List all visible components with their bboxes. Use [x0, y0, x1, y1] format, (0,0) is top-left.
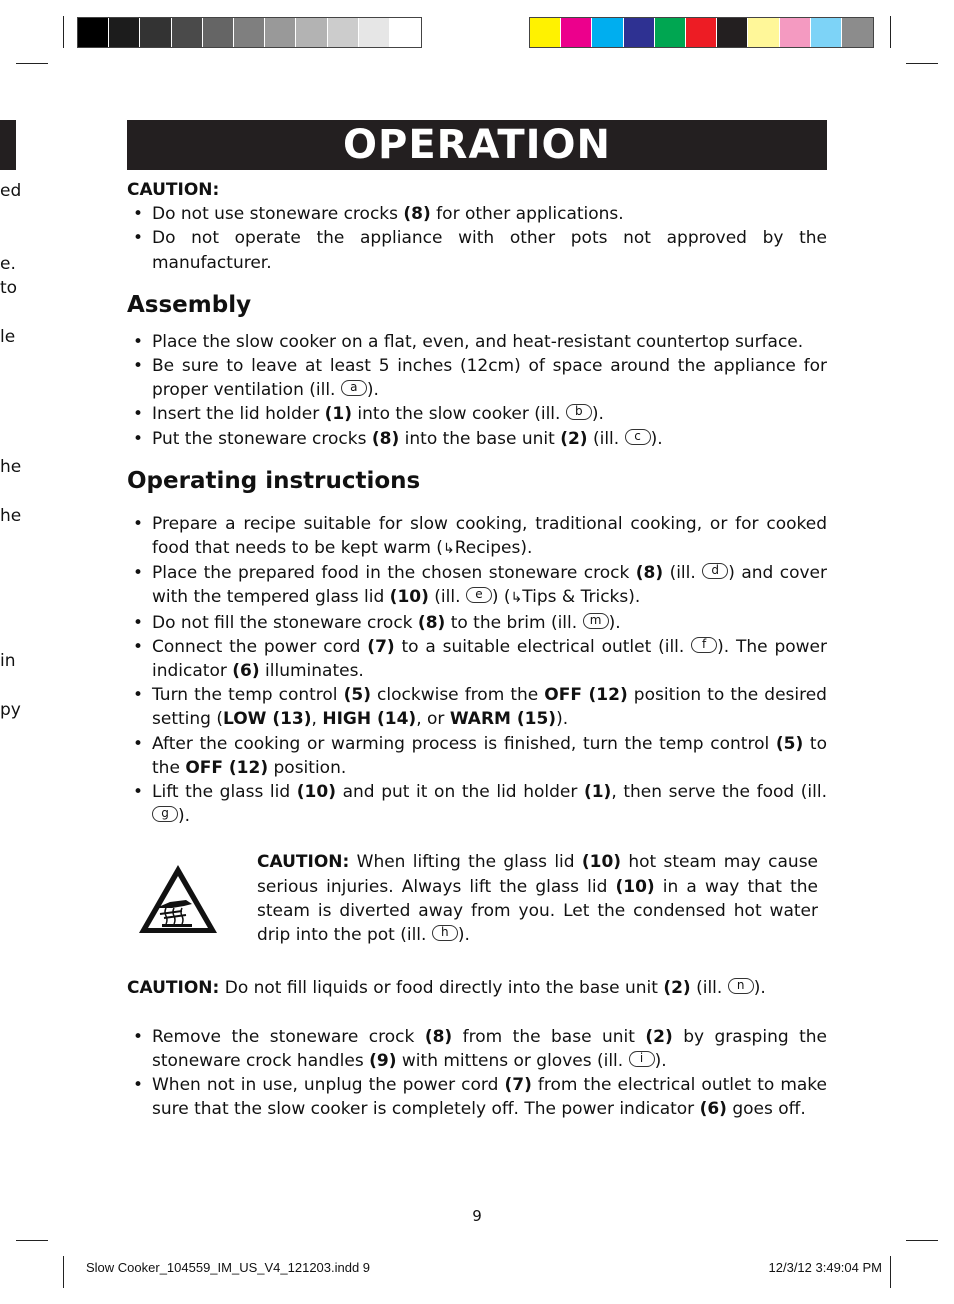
- list-item: • When not in use, unplug the power cord (7) from the electrical outlet to make sure that the slow cooker is completely off. The power indicator (6) goes off.: [133, 1075, 827, 1120]
- file-slug: Slow Cooker_104559_IM_US_V4_121203.indd 9: [86, 1260, 371, 1275]
- margin-fragment: le: [0, 327, 16, 347]
- list-item: • Remove the stoneware crock (8) from the base unit (2) by grasping the stoneware crock handles (9) with mittens or gloves (ill. i ).: [133, 1026, 827, 1071]
- margin-fragment: he: [0, 457, 22, 477]
- calibration-swatch: [592, 18, 623, 47]
- margin-fragment: in: [0, 651, 16, 671]
- calibration-swatch: [624, 18, 655, 47]
- illustration-ref: a: [341, 380, 367, 396]
- base-unit-caution: CAUTION: Do not fill liquids or food directly into the base unit (2) (ill. n ).: [127, 978, 766, 999]
- margin-fragment: e.: [0, 254, 16, 274]
- list-item: • Put the stoneware crocks (8) into the base unit (2) (ill. c ).: [133, 428, 663, 449]
- illustration-ref: b: [566, 404, 592, 420]
- calibration-swatch: [359, 18, 390, 47]
- illustration-ref: h: [432, 925, 458, 941]
- list-item: • Lift the glass lid (10) and put it on the lid holder (1), then serve the food (ill. g ).: [133, 782, 827, 827]
- operating-list: [127, 512, 827, 829]
- calibration-swatch: [265, 18, 296, 47]
- illustration-ref: e: [466, 587, 492, 603]
- list-item: • Do not use stoneware crocks (8) for other applications.: [133, 204, 624, 225]
- illustration-ref: n: [728, 978, 754, 994]
- calibration-swatch: [530, 18, 561, 47]
- caution-list: [127, 202, 827, 275]
- list-item: • Turn the temp control (5) clockwise from the OFF (12) position to the desired setting (LOW (13), HIGH (14), or WARM (15)).: [133, 685, 827, 730]
- calibration-swatch: [78, 18, 109, 47]
- calibration-swatch: [296, 18, 327, 47]
- section-heading-operating: Operating instructions: [127, 467, 421, 494]
- calibration-swatch: [748, 18, 779, 47]
- hot-steam-warning-icon: [136, 862, 220, 936]
- calibration-swatch: [842, 18, 873, 47]
- calibration-swatch: [686, 18, 717, 47]
- illustration-ref: c: [625, 429, 651, 445]
- calibration-swatch: [780, 18, 811, 47]
- grayscale-calibration-bar: [77, 17, 422, 48]
- page-number: 9: [472, 1207, 482, 1225]
- illustration-ref: d: [702, 563, 728, 579]
- arrow-icon: ↳: [442, 541, 455, 558]
- color-calibration-bar: [529, 17, 874, 48]
- calibration-swatch: [655, 18, 686, 47]
- list-item: • Insert the lid holder (1) into the slow cooker (ill. b ).: [133, 404, 604, 425]
- steam-warning-block: [127, 850, 827, 970]
- caution-label: CAUTION:: [127, 180, 220, 200]
- list-item: • Prepare a recipe suitable for slow cooking, traditional cooking, or for cooked food that needs to be kept warm (↳Recipes).: [133, 513, 827, 559]
- crop-mark: [890, 16, 891, 48]
- margin-fragment: he: [0, 506, 22, 526]
- calibration-swatch: [109, 18, 140, 47]
- crop-mark: [906, 1240, 938, 1241]
- list-item: • Do not fill the stoneware crock (8) to the brim (ill. m ).: [133, 612, 621, 633]
- list-item: • Do not operate the appliance with other pots not approved by the manufacturer.: [133, 228, 827, 273]
- calibration-swatch: [561, 18, 592, 47]
- crop-mark: [16, 1240, 48, 1241]
- calibration-swatch: [811, 18, 842, 47]
- calibration-swatch: [234, 18, 265, 47]
- margin-fragment: to: [0, 278, 18, 298]
- left-page-header-edge: [0, 120, 16, 170]
- crop-mark: [16, 63, 48, 64]
- illustration-ref: m: [583, 613, 609, 629]
- margin-fragment: py: [0, 700, 21, 720]
- illustration-ref: f: [691, 637, 717, 653]
- crop-mark: [63, 16, 64, 48]
- illustration-ref: i: [629, 1051, 655, 1067]
- calibration-swatch: [717, 18, 748, 47]
- calibration-swatch: [140, 18, 171, 47]
- arrow-icon: ↳: [510, 590, 523, 607]
- crop-mark: [63, 1256, 64, 1288]
- final-list: [127, 1025, 827, 1122]
- steam-warning-text: CAUTION: When lifting the glass lid (10) hot steam may cause serious injuries. Always lift the glass lid (10) in a way that the steam is diverted away from you. Let the condensed hot water drip into the pot (ill. h ).: [257, 852, 819, 946]
- file-timestamp: 12/3/12 3:49:04 PM: [768, 1260, 882, 1275]
- calibration-swatch: [390, 18, 421, 47]
- calibration-swatch: [203, 18, 234, 47]
- crop-mark: [906, 63, 938, 64]
- list-item: • Be sure to leave at least 5 inches (12cm) of space around the appliance for proper ventilation (ill. a ).: [133, 356, 827, 401]
- illustration-ref: g: [152, 806, 178, 822]
- crop-mark: [890, 1256, 891, 1288]
- list-item: • After the cooking or warming process is finished, turn the temp control (5) to the OFF (12) position.: [133, 733, 827, 778]
- page-title: OPERATION: [127, 120, 827, 170]
- calibration-swatch: [172, 18, 203, 47]
- list-item: • Place the prepared food in the chosen stoneware crock (8) (ill. d ) and cover with the tempered glass lid (10) (ill. e ) (↳Tips & Tricks).: [133, 563, 827, 608]
- section-heading-assembly: Assembly: [127, 291, 252, 318]
- assembly-list: [127, 330, 827, 451]
- calibration-swatch: [328, 18, 359, 47]
- margin-fragment: ed: [0, 181, 22, 201]
- main-content: [127, 178, 827, 1121]
- list-item: • Place the slow cooker on a flat, even, and heat-resistant countertop surface.: [133, 331, 804, 352]
- list-item: • Connect the power cord (7) to a suitable electrical outlet (ill. f ). The power indicator (6) illuminates.: [133, 636, 828, 682]
